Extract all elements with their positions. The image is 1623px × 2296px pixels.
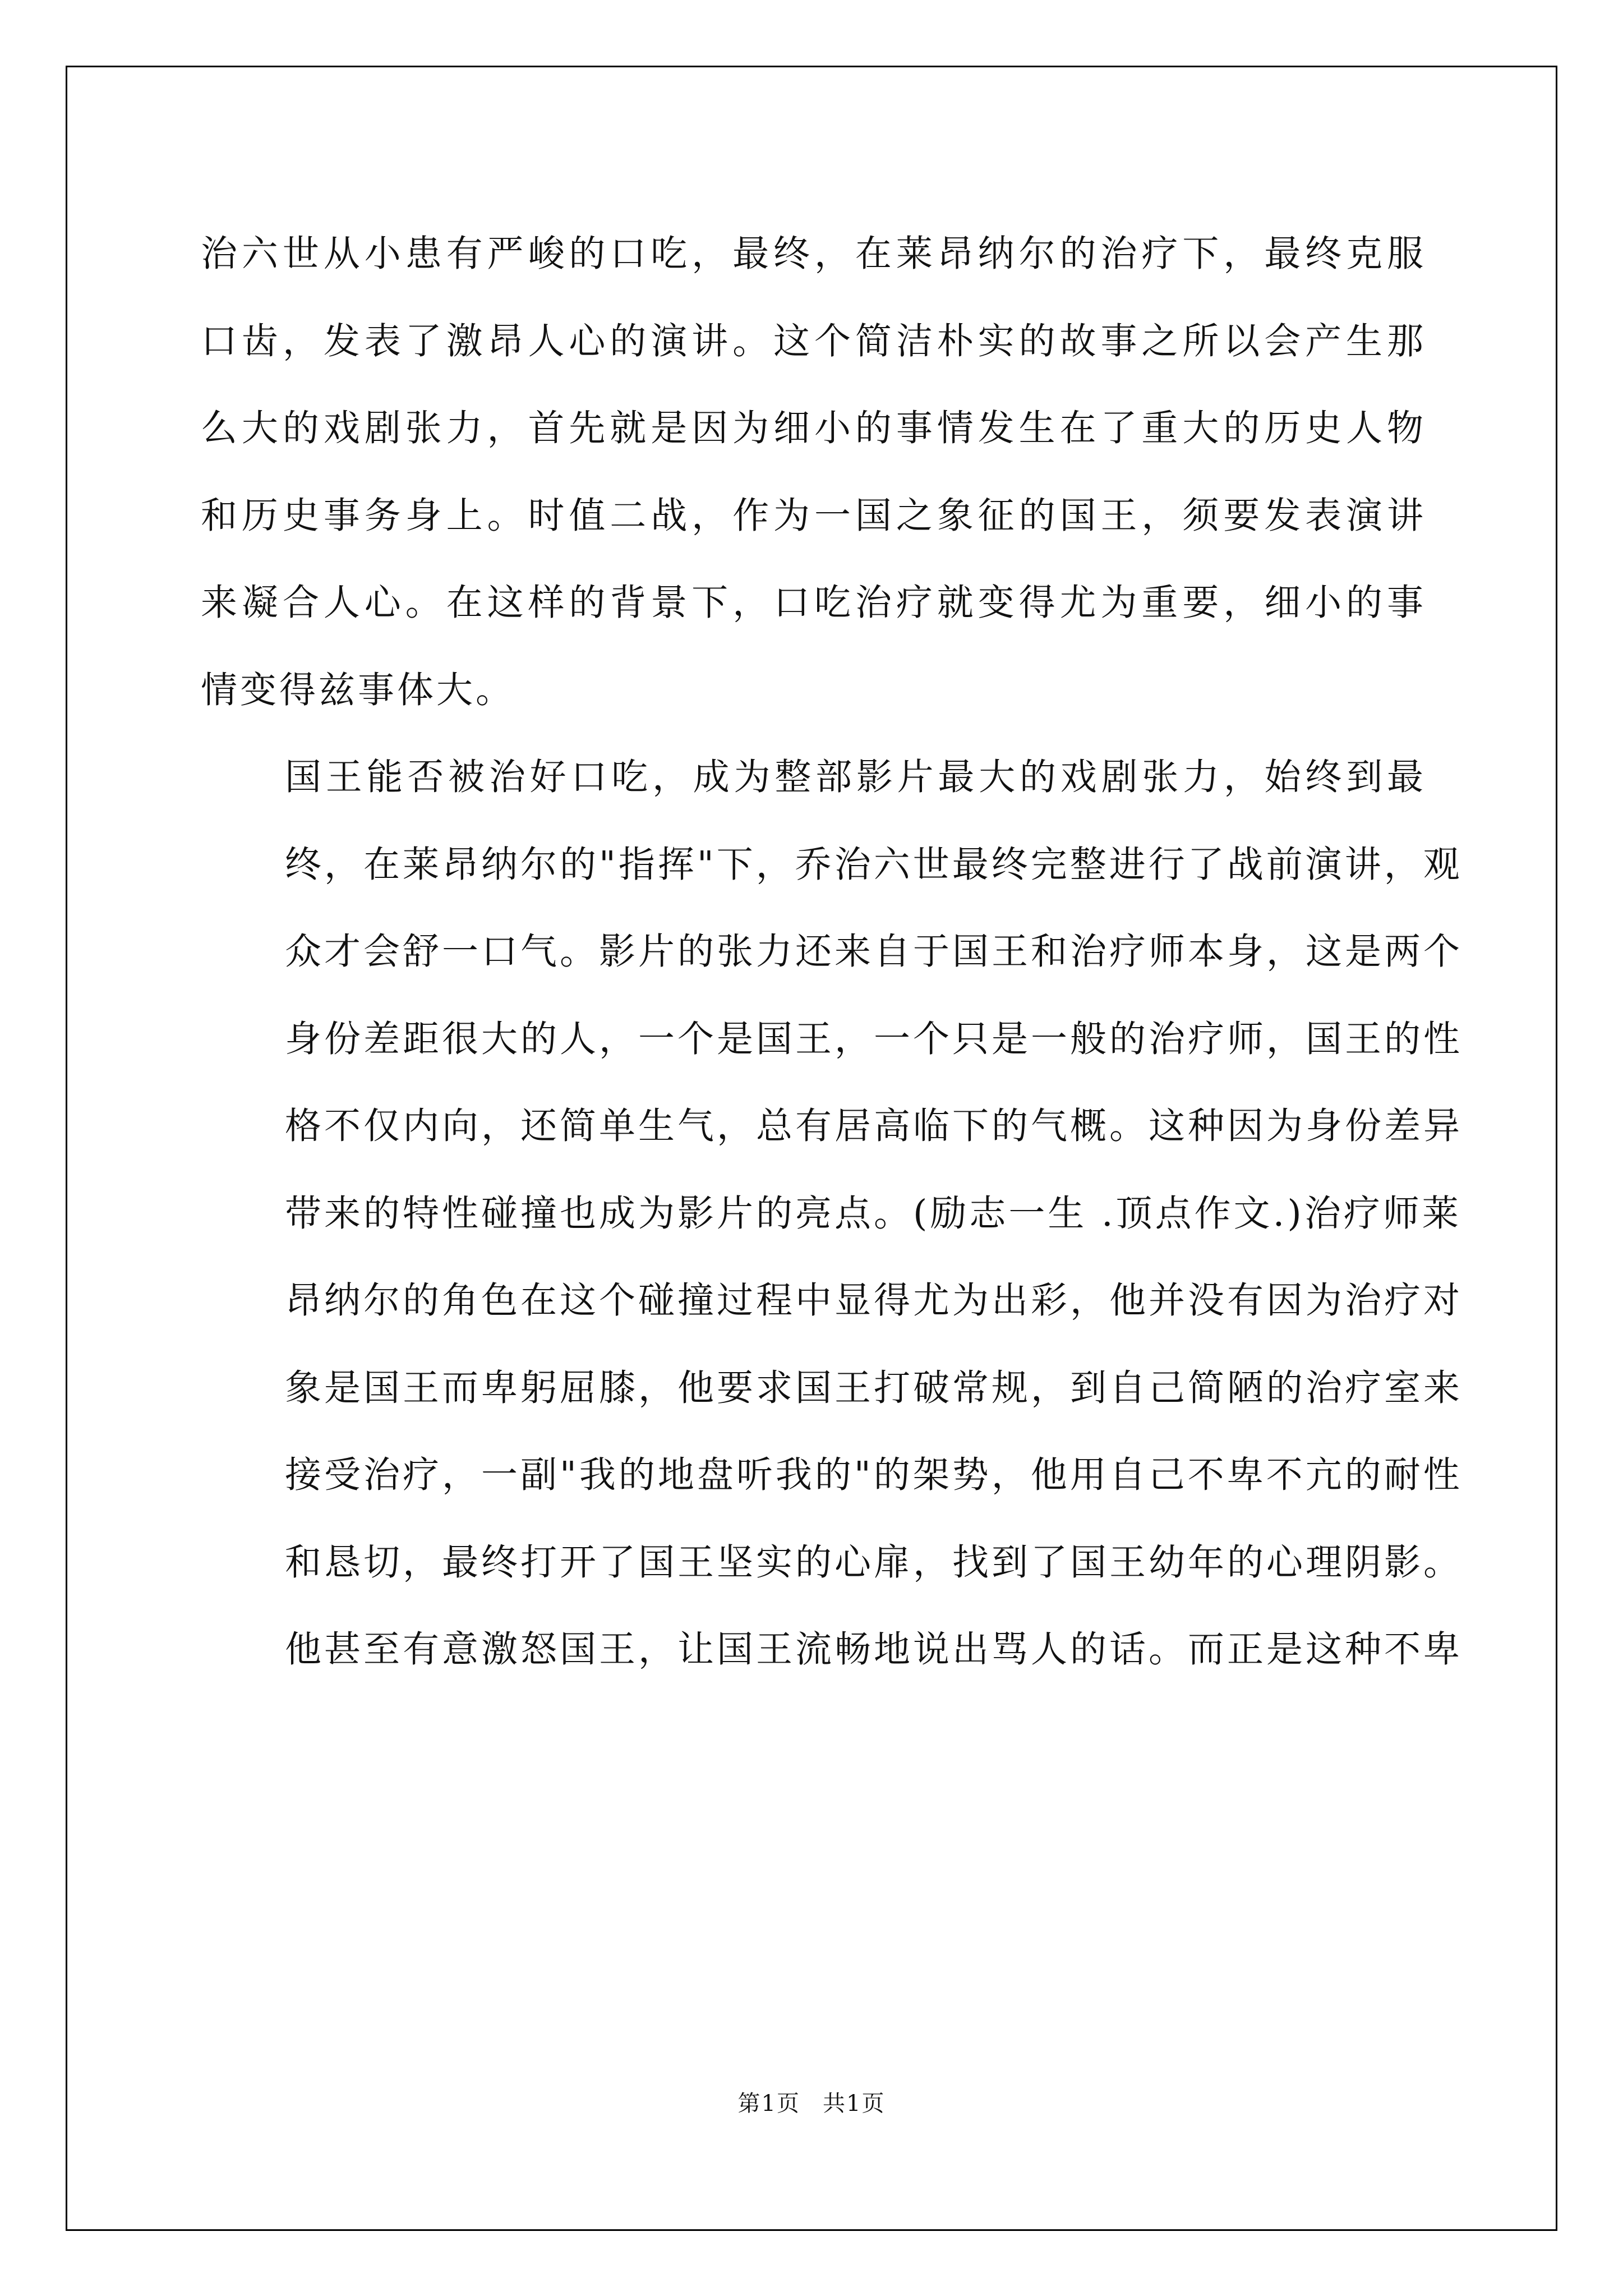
text-line: 终，在莱昂纳尔的"指挥"下，乔治六世最终完整进行了战前演讲，观 <box>285 843 1463 886</box>
document-body <box>201 210 1463 1694</box>
page-total: 共1页 <box>823 2091 886 2116</box>
text-line: 象是国王而卑躬屈膝，他要求国王打破常规，到自己简陋的治疗室来 <box>285 1366 1463 1409</box>
page-number: 第1页 <box>737 2091 800 2116</box>
text-line: 众才会舒一口气。影片的张力还来自于国王和治疗师本身，这是两个 <box>285 931 1463 973</box>
text-line: 他甚至有意激怒国王，让国王流畅地说出骂人的话。而正是这种不卑 <box>285 1628 1463 1671</box>
text-line: 和恳切，最终打开了国王坚实的心扉，找到了国王幼年的心理阴影。 <box>285 1541 1463 1584</box>
text-line: 口齿，发表了激昂人心的演讲。这个简洁朴实的故事之所以会产生那 <box>201 320 1426 362</box>
paragraph-1 <box>201 210 1426 734</box>
text-line: 昂纳尔的角色在这个碰撞过程中显得尤为出彩，他并没有因为治疗对 <box>285 1280 1463 1322</box>
text-line: 来凝合人心。在这样的背景下，口吃治疗就变得尤为重要，细小的事 <box>201 582 1426 624</box>
text-line: 和历史事务身上。时值二战，作为一国之象征的国王，须要发表演讲 <box>201 494 1426 537</box>
text-line: 身份差距很大的人，一个是国王，一个只是一般的治疗师，国王的性 <box>285 1018 1463 1060</box>
paragraph-2 <box>201 734 1463 1694</box>
text-line: 格不仅内向，还简单生气，总有居高临下的气概。这种因为身份差异 <box>285 1105 1463 1147</box>
text-line: 接受治疗，一副"我的地盘听我的"的架势，他用自己不卑不亢的耐性 <box>285 1454 1463 1496</box>
text-line: 国王能否被治好口吃，成为整部影片最大的戏剧张力，始终到最 <box>285 756 1426 798</box>
page-footer <box>0 2086 1623 2118</box>
text-line: 治六世从小患有严峻的口吃，最终，在莱昂纳尔的治疗下，最终克服 <box>201 233 1426 275</box>
text-line: 情变得兹事体大。 <box>201 669 515 711</box>
text-line: 么大的戏剧张力，首先就是因为细小的事情发生在了重大的历史人物 <box>201 407 1426 449</box>
text-line: 带来的特性碰撞也成为影片的亮点。(励志一生 .顶点作文.)治疗师莱 <box>285 1192 1461 1235</box>
